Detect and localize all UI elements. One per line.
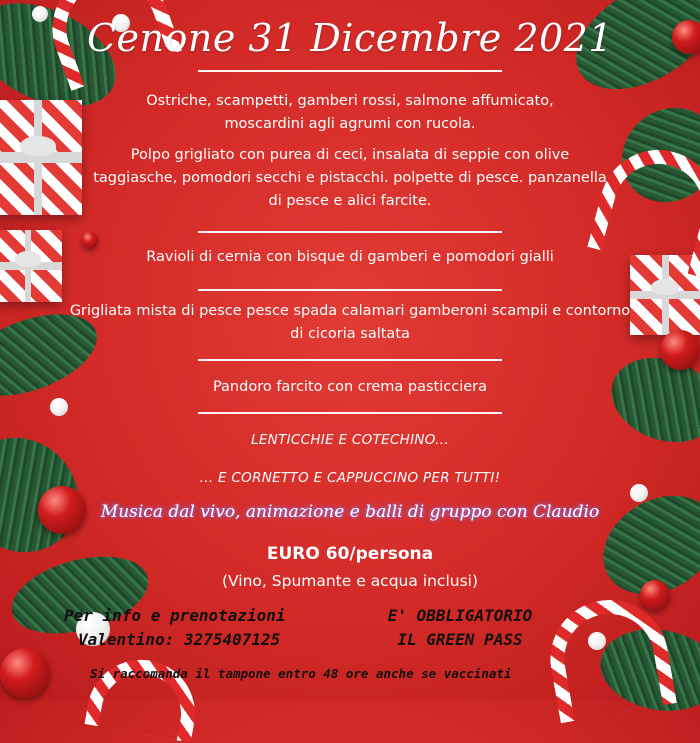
antipasti-line-2: moscardini agli agrumi con rucola.: [224, 116, 476, 132]
white-bead-bottom-right: [588, 632, 606, 650]
secondo-line-1: Grigliata mista di pesce pesce spada calamari gamberoni scampii e contorno: [69, 303, 631, 319]
extra-line-2: ... E CORNETTO E CAPPUCCINO PER TUTTI!: [199, 470, 501, 486]
contact-line-1: Per info e prenotazioni: [64, 606, 286, 625]
included-drinks: (Vino, Spumante e acqua inclusi): [221, 572, 479, 590]
antipasti-line-1: Ostriche, scampetti, gamberi rossi, salmone affumicato,: [146, 93, 554, 109]
divider-3: [198, 359, 502, 361]
red-bauble-bottom-left: [0, 648, 50, 698]
white-bead-left: [50, 398, 68, 416]
swab-recommendation: Si raccomanda il tampone entro 48 ore anche se vaccinati: [90, 666, 512, 681]
secondo-section: [0, 300, 700, 346]
antipasti-line-5: di pesce e alici farcite.: [268, 193, 432, 209]
green-pass-line-1: E' OBBLIGATORIO: [387, 606, 533, 625]
white-bead-right: [630, 484, 648, 502]
dolce-section: Pandoro farcito con crema pasticciera: [212, 379, 488, 395]
divider-2: [198, 289, 502, 291]
page-title: Cenone 31 Dicembre 2021: [86, 16, 614, 60]
green-pass-line-2: IL GREEN PASS: [397, 630, 523, 649]
green-pass-block: [360, 604, 560, 652]
divider-4: [198, 412, 502, 414]
primo-section: Ravioli di cernia con bisque di gamberi e pomodori gialli: [146, 249, 554, 265]
title-underline: [198, 70, 502, 72]
music-line: Musica dal vivo, animazione e balli di gruppo con Claudio: [100, 502, 600, 522]
antipasti-section: [0, 90, 700, 213]
candy-cane-bottom-right: [541, 591, 677, 724]
secondo-line-2: di cicoria saltata: [290, 326, 410, 342]
antipasti-line-4: taggiasche, pomodori secchi e pistacchi. polpette di pesce. panzanella: [93, 170, 607, 186]
antipasti-line-3: Polpo grigliato con purea di ceci, insalata di seppie con olive: [130, 147, 570, 163]
price: EURO 60/persona: [266, 544, 434, 564]
extra-line-1: LENTICCHIE E COTECHINO...: [251, 432, 449, 448]
candy-cane-bottom-left: [84, 651, 203, 743]
divider-1: [198, 231, 502, 233]
contact-block: [64, 604, 354, 652]
contact-phone: Valentino: 3275407125: [78, 630, 281, 649]
